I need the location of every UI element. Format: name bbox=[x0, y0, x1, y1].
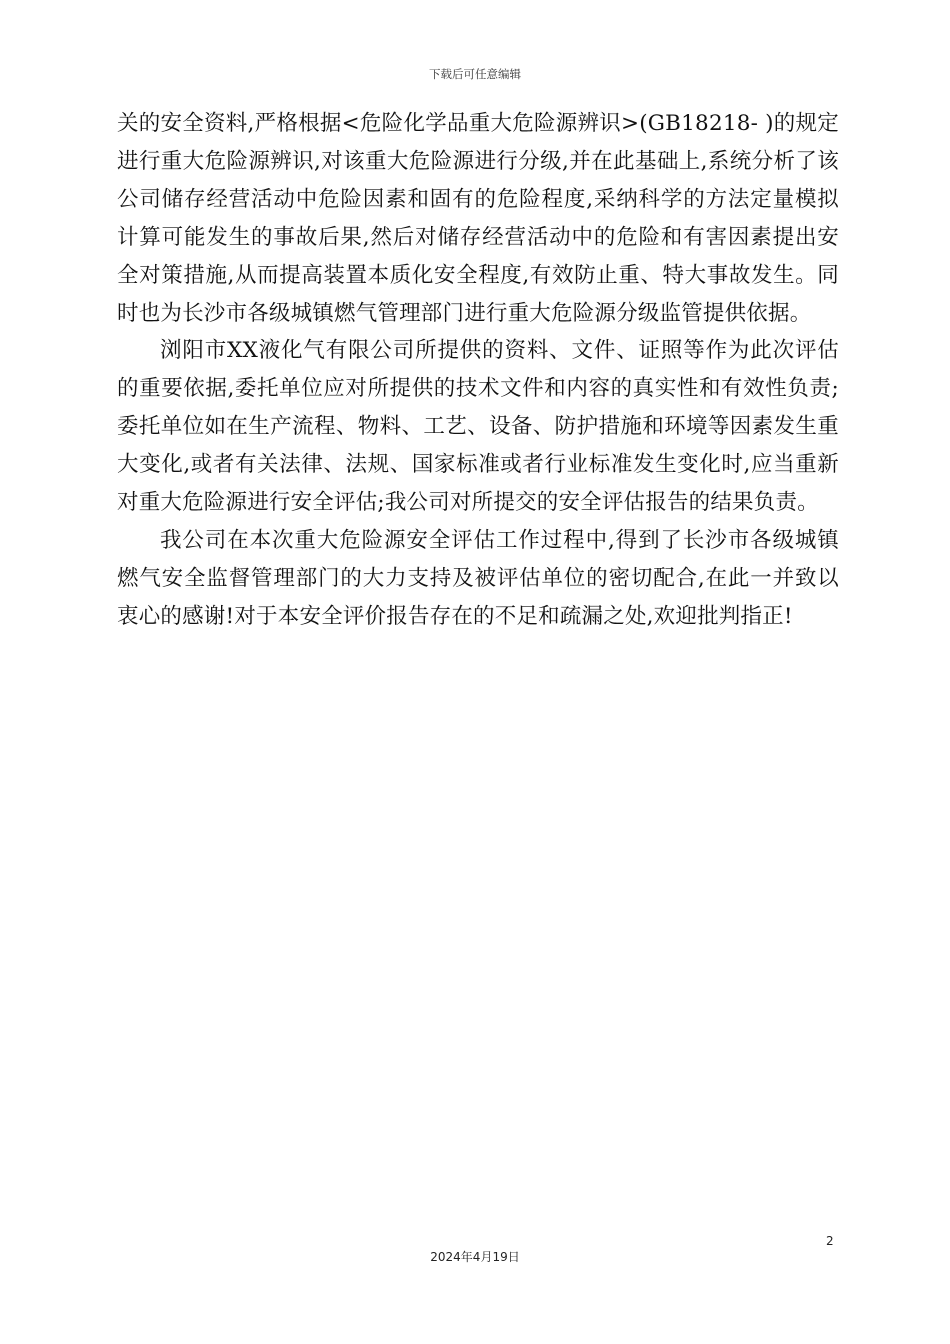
paragraph: 我公司在本次重大危险源安全评估工作过程中,得到了长沙市各级城镇燃气安全监督管理部门的大力支持及被评估单位的密切配合,在此一并致以衷心的感谢!对于本安全评价报告存在的不足和疏漏之处,欢迎批判指正! bbox=[117, 527, 839, 629]
page-number: 2 bbox=[826, 1234, 834, 1248]
paragraph-continuation: 关的安全资料,严格根据<危险化学品重大危险源辨识>(GB18218- )的规定进行重大危险源辨识,对该重大危险源进行分级,并在此基础上,系统分析了该公司储存经营活动中危险因素和固有的危险程度,采纳科学的方法定量模拟计算可能发生的事故后果,然后对储存经营活动中的危险和有害因素提出安全对策措施,从而提高装置本质化安全程度,有效防止重、特大事故发生。同时也为长沙市各级城镇燃气管理部门进行重大危险源分级监管提供依据。 bbox=[117, 111, 839, 326]
page-header: 下载后可任意编辑 bbox=[429, 67, 521, 81]
document-body bbox=[117, 105, 839, 636]
paragraph: 浏阳市XX液化气有限公司所提供的资料、文件、证照等作为此次评估的重要依据,委托单位应对所提供的技术文件和内容的真实性和有效性负责;委托单位如在生产流程、物料、工艺、设备、防护措施和环境等因素发生重大变化,或者有关法律、法规、国家标准或者行业标准发生变化时,应当重新对重大危险源进行安全评估;我公司对所提交的安全评估报告的结果负责。 bbox=[117, 338, 839, 516]
footer-date: 2024年4月19日 bbox=[430, 1250, 520, 1264]
